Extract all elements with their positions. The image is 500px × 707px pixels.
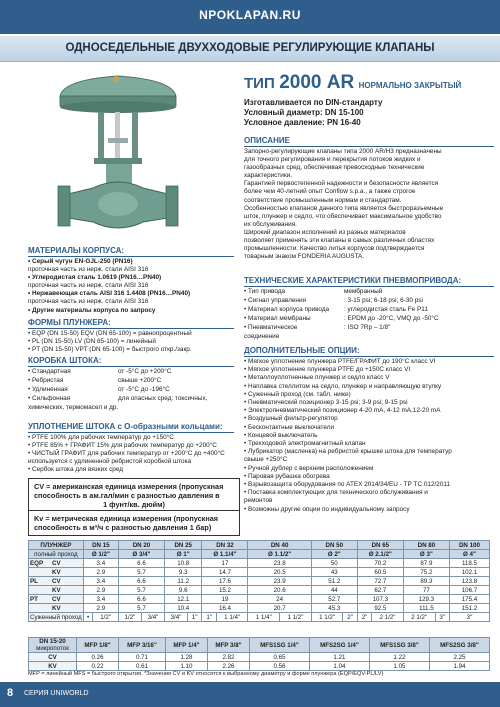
- table-cell: 16.4: [202, 604, 248, 613]
- description-text: [244, 148, 496, 261]
- type-label: ТИП: [244, 75, 275, 92]
- table-cell: 51.2: [311, 577, 357, 586]
- table-cell: 3.4: [83, 595, 118, 604]
- reduced-label: Суженный проход: [30, 613, 82, 621]
- description-line: для точного регулирования и перекрытия потоков жидких и: [244, 156, 421, 164]
- table-row: [29, 559, 490, 568]
- plunger-group: EQP: [30, 559, 44, 567]
- flow-table: [28, 540, 490, 622]
- table-cell: 50: [311, 559, 357, 568]
- header-specs: [244, 98, 494, 128]
- plunger-list: [28, 330, 240, 354]
- dn-header: DN 100: [449, 541, 489, 550]
- divider: [28, 432, 234, 433]
- pneumatic-row: [244, 315, 494, 324]
- plunger-group: PL: [30, 577, 38, 585]
- divider: [28, 328, 234, 329]
- micro-cv-cell: 0.71: [119, 653, 166, 662]
- table-cell: 62.7: [357, 586, 403, 595]
- description-line: их обслуживания.: [244, 220, 297, 228]
- kv-line: Kv = метрическая единица измерения (пропускная: [34, 514, 219, 523]
- table-cell: 20.7: [248, 604, 311, 613]
- banner-title: ОДНОСЕДЕЛЬНЫЕ ДВУХХОДОВЫЕ РЕГУЛИРУЮЩИЕ КЛАПАНЫ: [65, 42, 435, 54]
- table-cell: 23.9: [248, 577, 311, 586]
- micro-header: MFS2SG 3/8": [429, 638, 489, 653]
- reduced-cell: 2": [343, 613, 357, 622]
- model-header: [244, 72, 494, 94]
- pneumatic-key: • Пневматическое: [244, 324, 298, 331]
- stembox-key: • Сильфонная: [28, 395, 71, 402]
- table-row: [29, 586, 490, 595]
- materials-list: [28, 258, 238, 315]
- stembox-row: [28, 395, 240, 404]
- plunger-group: PT: [30, 595, 38, 603]
- table-cell: 118.5: [449, 559, 489, 568]
- plunger-row: • EQP (DN 15-50) EQV (DN 65-100) = равнопроцентный: [28, 330, 192, 337]
- table-cell: 2.9: [83, 604, 118, 613]
- stembox-key: • Ребристая: [28, 377, 64, 384]
- dn-header: DN 50: [311, 541, 357, 550]
- stembox-extra: химических, термомасел и др.: [28, 404, 119, 411]
- reduced-cell: 1/2": [118, 613, 141, 622]
- table-cell: 45.3: [311, 604, 357, 613]
- table-cell: 151.2: [449, 604, 489, 613]
- reduced-cell: 1 1/4": [248, 613, 280, 622]
- pneumatic-value: : 3-15 psi; 6-18 psi; 6-30 psi: [344, 297, 423, 304]
- divider: [244, 286, 494, 287]
- coef-label: CV: [52, 577, 61, 585]
- coef-label: CV: [52, 595, 61, 603]
- option-row: свыше +250°С: [244, 456, 288, 464]
- table-cell: 72.7: [357, 577, 403, 586]
- table-cell: 5.7: [118, 604, 164, 613]
- inch-header: Ø 2.1/2": [357, 550, 403, 559]
- inch-header: Ø 3/4": [118, 550, 164, 559]
- option-row: • Ручной дублер с верхним расположением: [244, 464, 374, 472]
- table-cell: 6.6: [118, 577, 164, 586]
- table-cell: 20.6: [248, 586, 311, 595]
- row-label: [29, 604, 84, 613]
- description-line: шток, плунжер и седло, что обеспечивает максимальное удобство: [244, 212, 442, 220]
- micro-header: MFS1SG 3/8": [369, 638, 429, 653]
- model-subtitle: НОРМАЛЬНО ЗАКРЫТЫЙ: [358, 81, 462, 90]
- option-row: • Паровая рубашка обогрева: [244, 472, 330, 480]
- material-name: • Серый чугун EN-GJL-250 (PN16): [28, 258, 133, 265]
- table-cell: 44: [311, 586, 357, 595]
- material-note: проточная часть из нерж. стали AISI 316: [28, 282, 149, 290]
- table-cell: 3.4: [83, 559, 118, 568]
- table-row: [29, 604, 490, 613]
- table-cell: 20.5: [248, 568, 311, 577]
- oring-row: используется с удлиненной ребристой коробкой штока: [28, 458, 192, 466]
- table-cell: 10.4: [165, 604, 202, 613]
- row-label: [29, 559, 84, 568]
- micro-corner: [29, 638, 77, 653]
- table-cell: 70.2: [357, 559, 403, 568]
- dn-header: DN 40: [248, 541, 311, 550]
- stembox-row: [28, 377, 240, 386]
- material-name: • Углеродистая сталь 1.0619 (PN16…PN40): [28, 274, 162, 282]
- table-cell: 129.3: [403, 595, 449, 604]
- table-row: [29, 577, 490, 586]
- table-cell: 6.6: [118, 559, 164, 568]
- micro-kv-cell: 2.26: [207, 662, 249, 671]
- description-title: ОПИСАНИЕ: [244, 136, 290, 145]
- table-cell: 5.7: [118, 568, 164, 577]
- row-label: [29, 568, 84, 577]
- oring-row: • PTFE 85% + ГРАФИТ 15% для рабочих температур до +200°С: [28, 442, 217, 450]
- material-note: проточная часть из нерж. стали AISI 316: [28, 266, 149, 274]
- site-name[interactable]: NPOKLAPAN.RU: [199, 8, 301, 22]
- title-banner: [0, 36, 500, 62]
- description-line: соответствие промышленным нормам и стандартам.: [244, 196, 402, 204]
- option-row: • Наплавка стеллитом на седло, плунжер и направляющую втулку: [244, 382, 442, 390]
- dn-header: DN 80: [403, 541, 449, 550]
- table-cell: 3.4: [83, 577, 118, 586]
- micro-header: MFS2SG 1/4": [309, 638, 369, 653]
- table-cell: 111.5: [403, 604, 449, 613]
- description-line: Запорно-регулирующие клапаны типа 2000 AR/H3 предназначены: [244, 148, 442, 155]
- pneumatic-row: [244, 297, 494, 306]
- kv-definition-box: [28, 510, 240, 536]
- table-cell: 43: [311, 568, 357, 577]
- table-cell: 15.2: [202, 586, 248, 595]
- pneumatic-row: [244, 306, 494, 315]
- micro-header: MFP 1/8": [77, 638, 119, 653]
- stembox-value: для опасных сред: токсичных,: [118, 395, 208, 402]
- pneumatic-row: [244, 288, 494, 297]
- reduced-cell: 1/2": [93, 613, 119, 622]
- series-brand: СЕРИЯ UNIWORLD: [24, 690, 89, 697]
- valve-illustration: [38, 66, 208, 246]
- table-cell: 107.3: [357, 595, 403, 604]
- inch-header: Ø 1": [165, 550, 202, 559]
- table-cell: 77: [403, 586, 449, 595]
- table-row: [29, 595, 490, 604]
- option-row: • Возможны другие опции по индивидуальному запросу: [244, 505, 410, 513]
- oring-title: УПЛОТНЕНИЕ ШТОКА с О-образными кольцами:: [28, 422, 223, 431]
- option-row: • Пневматический позиционер 3-15 psi; 3-9 psi; 9-15 psi: [244, 399, 408, 407]
- description-line: Широкий диапазон исполнений из разных материалов: [244, 228, 406, 236]
- stembox-title: КОРОБКА ШТОКА:: [28, 356, 102, 365]
- materials-title: МАТЕРИАЛЫ КОРПУСА:: [28, 246, 125, 255]
- reduced-row: [29, 613, 490, 622]
- table-cell: 9.6: [165, 586, 202, 595]
- kv-line: способность в м³/ч с разностью давления 1 бар): [34, 523, 212, 532]
- table-cell: 52.7: [311, 595, 357, 604]
- option-row: • Лубрикатор (масленка) на ребристой крышке штока для температур: [244, 448, 452, 456]
- reduced-cell: 3": [449, 613, 489, 622]
- divider: [28, 366, 234, 367]
- coef-label: KV: [52, 568, 61, 576]
- micro-header: MFS1SG 1/4": [249, 638, 309, 653]
- oring-row: • ЧИСТЫЙ ГРАФИТ для рабочих температур от +200°С до +400°С: [28, 450, 225, 458]
- dn-header: DN 32: [202, 541, 248, 550]
- footer-bar: [0, 682, 500, 707]
- description-line: газообразных сред, обеспечивая превосходные технические: [244, 164, 425, 172]
- micro-cv-cell: 1.21: [309, 653, 369, 662]
- header-line: Условное давление: PN 16-40: [244, 118, 361, 127]
- table-cell: 102.1: [449, 568, 489, 577]
- dn-header: DN 25: [165, 541, 202, 550]
- option-row: • Мягкое уплотнение плунжера PTFE до +150С класс VI: [244, 366, 411, 374]
- oring-row: • Сербок штока для вязких сред: [28, 466, 123, 474]
- row-label: [29, 586, 84, 595]
- micro-cv-cell: 2.25: [429, 653, 489, 662]
- table-cell: 10.8: [165, 559, 202, 568]
- table-cell: 89.3: [403, 577, 449, 586]
- pneumatic-value: : ISO 7Rp – 1/8": [344, 324, 391, 331]
- stembox-value: свыше +200°С: [118, 377, 162, 384]
- reduced-cell: 3/4": [141, 613, 164, 622]
- row-label: [29, 595, 84, 604]
- option-row: • Суженный проход (см. табл. ниже): [244, 390, 351, 398]
- micro-kv-cell: 0.22: [77, 662, 119, 671]
- stembox-row: [28, 386, 240, 395]
- model-name: 2000 AR: [279, 72, 355, 93]
- description-line: характеристики.: [244, 172, 293, 180]
- stembox-value: от -5°С до +200°С: [118, 368, 172, 375]
- stembox-list: [28, 368, 240, 412]
- table-cell: 60.5: [357, 568, 403, 577]
- reduced-cell: •: [83, 613, 93, 622]
- table-cell: 12.1: [165, 595, 202, 604]
- top-bar: [0, 0, 500, 34]
- option-row: • Металлоуплотненные плунжер и седло класс V: [244, 374, 390, 382]
- pneumatic-value: : углеродистая сталь Fe P11: [344, 306, 428, 313]
- options-title: ДОПОЛНИТЕЛЬНЫЕ ОПЦИИ:: [244, 346, 360, 355]
- pneumatic-key: • Материал корпуса привода: [244, 306, 330, 313]
- description-line: промышленности. Качество литья корпусов подтверждается: [244, 245, 425, 253]
- reduced-cell: 1 1/4": [216, 613, 248, 622]
- pneumatic-key: • Тип привода: [244, 288, 286, 295]
- option-row: • Электропневматический позиционер 4-20 mA, 4-12 mA,12-20 mA: [244, 407, 441, 415]
- table-cell: 2.9: [83, 568, 118, 577]
- coef-label: CV: [52, 559, 61, 567]
- dn-header: DN 65: [357, 541, 403, 550]
- micro-header: MFP 3/16": [119, 638, 166, 653]
- flow-table-body: [29, 559, 490, 613]
- micro-kv-label: KV: [29, 662, 77, 671]
- pneumatic-key: • Сигнал управления: [244, 297, 306, 304]
- table-cell: 106.7: [449, 586, 489, 595]
- reduced-cell: 2": [357, 613, 371, 622]
- divider: [28, 256, 234, 257]
- pneumatic-value: мембранный: [344, 288, 383, 295]
- pneumatic-value: : EPDM до -20°С, VMQ до -50°С: [344, 315, 439, 322]
- reduced-cell: 1": [188, 613, 202, 622]
- table-cell: 23.8: [248, 559, 311, 568]
- table-cell: 9.3: [165, 568, 202, 577]
- option-row: ремонтов: [244, 497, 273, 505]
- table-cell: 17.6: [202, 577, 248, 586]
- material-name: • Другие материалы корпуса по запросу: [28, 306, 156, 314]
- inch-header: Ø 2": [311, 550, 357, 559]
- inch-header: Ø 1/2": [83, 550, 118, 559]
- option-row: • Мягкое уплотнение плунжера PTFE/ГРАФИТ до 190°С класс VI: [244, 358, 436, 365]
- table-cell: 87.9: [403, 559, 449, 568]
- option-row: • Взрывозащита оборудования по ATEX 2014/34/EU - ТР ТС 012/2011: [244, 481, 451, 489]
- table-corner: полный проход: [29, 550, 84, 559]
- option-row: • Трехходовой электромагнитный клапан: [244, 440, 366, 448]
- micro-header: MFP 1/4": [165, 638, 207, 653]
- micro-corner-line: DN 15-20: [39, 638, 66, 645]
- microflow-table: [28, 637, 490, 671]
- oring-row: • PTFE 100% для рабочих температур до +150°С: [28, 434, 174, 441]
- page-number: 8: [7, 687, 14, 699]
- description-line: позволяет применять эти клапаны в самых различных областях: [244, 237, 435, 245]
- table-corner: ПЛУНЖЕР: [29, 541, 84, 550]
- cv-line: способность в ам.гал/мин с разностью давления в: [34, 491, 220, 500]
- micro-kv-cell: 1.94: [429, 662, 489, 671]
- cv-line: 1 фунт/кв. дюйм): [103, 500, 165, 509]
- row-label: [29, 577, 84, 586]
- description-line: товарным знаком FONDERIA AUGUSTA.: [244, 253, 365, 261]
- divider: [244, 146, 494, 147]
- pneumatic-list: [244, 288, 494, 341]
- table-cell: 123.8: [449, 577, 489, 586]
- pneumatic-row: [244, 324, 494, 333]
- stembox-key: • Стандартная: [28, 368, 71, 375]
- micro-cv-cell: 1.22: [369, 653, 429, 662]
- header-line: Изготавливается по DIN-стандарту: [244, 98, 383, 107]
- micro-cv-cell: 0.26: [77, 653, 119, 662]
- header-line: Условный диаметр: DN 15-100: [244, 108, 364, 117]
- oring-list: [28, 434, 240, 474]
- option-row: • Поставка комплектующих для технического обслуживания и: [244, 489, 428, 497]
- options-list: [244, 358, 498, 514]
- reduced-cell: 1 1/2": [311, 613, 343, 622]
- reduced-cell: 1": [202, 613, 216, 622]
- micro-kv-cell: 1.04: [309, 662, 369, 671]
- inch-header: Ø 1.1/4": [202, 550, 248, 559]
- description-line: Гарантией первостепенной надежности и безопасности является: [244, 180, 439, 188]
- micro-cv-cell: 0.65: [249, 653, 309, 662]
- reduced-cell: 3/4": [165, 613, 188, 622]
- cv-line: CV = американская единица измерения (пропускная: [34, 482, 224, 491]
- plunger-row: • PT (DN 15-50) VPT (DN 65-100) = быстрого откр./закр.: [28, 346, 192, 354]
- table-cell: 92.5: [357, 604, 403, 613]
- micro-corner-line: микропоток: [36, 645, 69, 652]
- table-cell: 11.2: [165, 577, 202, 586]
- reduced-cell: 2 1/2": [403, 613, 435, 622]
- stembox-key: • Удлиненная: [28, 386, 68, 393]
- inch-header: Ø 3": [403, 550, 449, 559]
- dn-header: DN 15: [83, 541, 118, 550]
- material-note: проточная часть из нерж. стали AISI 316: [28, 298, 149, 306]
- micro-kv-cell: 0.56: [249, 662, 309, 671]
- description-line: более чем 40-летний опыт Conflow s.p.a., а также строгое: [244, 188, 416, 196]
- pneumatic-title: ТЕХНИЧЕСКИЕ ХАРАКТЕРИСТИКИ ПНЕВМОПРИВОДА:: [244, 276, 462, 285]
- inch-header: Ø 1.1/2": [248, 550, 311, 559]
- option-row: • Концевой выключатель: [244, 431, 318, 439]
- table-cell: 5.7: [118, 586, 164, 595]
- table-footnote: MFP = линейный MFS = быстрого открытия. *Значения CV и KV относятся к выбранному диаметру и форме плунжера (EQP/EQV-PL/LV): [28, 671, 384, 677]
- stembox-row: [28, 368, 240, 377]
- table-row: [29, 568, 490, 577]
- reduced-cell: 1 1/2": [280, 613, 312, 622]
- reduced-cell: 2 1/2": [372, 613, 404, 622]
- option-row: • Бесконтактные выключатели: [244, 423, 335, 431]
- micro-kv-cell: 0.61: [119, 662, 166, 671]
- table-cell: 75.2: [403, 568, 449, 577]
- divider: [244, 356, 494, 357]
- table-cell: 2.9: [83, 586, 118, 595]
- material-name: • Нержавеющая сталь AISI 316 1.4408 (PN16…PN40): [28, 290, 191, 298]
- dn-header: DN 20: [118, 541, 164, 550]
- table-cell: 14.7: [202, 568, 248, 577]
- table-cell: 24: [248, 595, 311, 604]
- option-row: • Воздушный фильтр-регулятор: [244, 415, 338, 423]
- micro-header: MFP 3/8": [207, 638, 249, 653]
- table-cell: 175.4: [449, 595, 489, 604]
- pneumatic-extra: соединение: [244, 333, 280, 340]
- micro-cv-cell: 2.82: [207, 653, 249, 662]
- micro-kv-cell: 1.05: [369, 662, 429, 671]
- table-cell: 19: [202, 595, 248, 604]
- plunger-row: • PL (DN 15-50) LV (DN 65-100) = линейный: [28, 338, 156, 346]
- cv-definition-box: [28, 478, 240, 513]
- coef-label: KV: [52, 586, 61, 594]
- table-cell: 6.6: [118, 595, 164, 604]
- inch-header: Ø 4": [449, 550, 489, 559]
- reduced-cell: 3": [435, 613, 449, 622]
- coef-label: KV: [52, 604, 61, 612]
- micro-cv-cell: 1.28: [165, 653, 207, 662]
- stembox-value: от -5°С до -196°С: [118, 386, 170, 393]
- pneumatic-key: • Материал мембраны: [244, 315, 311, 322]
- table-cell: 17: [202, 559, 248, 568]
- plunger-title: ФОРМЫ ПЛУНЖЕРА:: [28, 318, 111, 327]
- description-line: Особенностью клапанов данного типа является быстроразъемные: [244, 204, 444, 212]
- micro-kv-cell: 1.10: [165, 662, 207, 671]
- micro-cv-label: CV: [29, 653, 77, 662]
